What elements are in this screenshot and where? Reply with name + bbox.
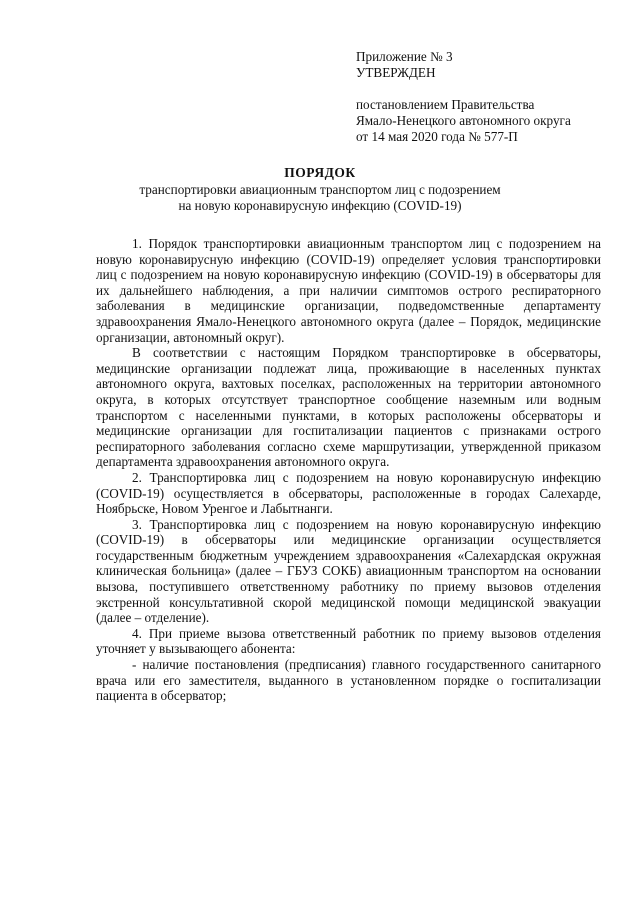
resolution-line-2: Ямало-Ненецкого автономного округа xyxy=(356,113,571,128)
approved-label: УТВЕРЖДЕН xyxy=(356,65,436,80)
paragraph-1: 1. Порядок транспортировки авиационным транспортом лиц с подозрением на новую коронавирусную инфекцию (COVID-19) определяет условия транспортировки лиц с подозрением на новую коронавирусную инфекцию (COVID-19) в обсерваторы для их дальнейшего наблюдения, а при наличии симптомов острого респираторного заболевания в медицинские организации, подведомственные департаменту здравоохранения Ямало-Ненецкого автономного округа (далее – Порядок, медицинские организации, автономный округ). xyxy=(96,236,601,345)
appendix-number: Приложение № 3 xyxy=(356,49,453,64)
paragraph-2: 2. Транспортировка лиц с подозрением на новую коронавирусную инфекцию (COVID-19) осуществляется в обсерваторы, расположенные в городах Салехарде, Ноябрьске, Новом Уренгое и Лабытнанги. xyxy=(96,469,601,517)
document-body xyxy=(96,236,601,704)
approval-block xyxy=(356,49,616,145)
paragraph-4-item: - наличие постановления (предписания) главного государственного санитарного врача или его заместителя, выданного в установленном порядке о госпитализации пациента в обсерватор; xyxy=(96,657,601,704)
resolution-line-1: постановлением Правительства xyxy=(356,97,535,112)
paragraph-1-continued: В соответствии с настоящим Порядком транспортировке в обсерваторы, медицинские организации подлежат лица, проживающие в населенных пунктах автономного округа, вахтовых поселках, расположенных на территории автономного округа, в которых отсутствует транспортное сообщение наземным или водным транспортом с населенными пунктами, в которых расположены обсерваторы и медицинские организации для госпитализации пациентов с признаками острого респираторного заболевания согласно схеме маршрутизации, утвержденной приказом департамента здравоохранения автономного округа. xyxy=(96,345,601,470)
subtitle-line-1: транспортировки авиационным транспортом лиц с подозрением xyxy=(139,182,501,197)
paragraph-3: 3. Транспортировка лиц с подозрением на новую коронавирусную инфекцию (COVID-19) в обсерваторы или медицинские организации осуществляется государственным бюджетным учреждением здравоохранения «Салехардская окружная клиническая больница» (далее – ГБУЗ СОКБ) авиационным транспортом на основании вызова, поступившего ответственному работнику по приему вызовов отделения экстренной консультативной скорой медицинской помощи медицинской эвакуации (далее – отделение). xyxy=(96,516,601,626)
paragraph-4: 4. При приеме вызова ответственный работник по приему вызовов отделения уточняет у вызывающего абонента: xyxy=(96,625,601,657)
document-subtitle xyxy=(0,182,640,214)
document-title: ПОРЯДОК xyxy=(284,165,356,180)
subtitle-line-2: на новую коронавирусную инфекцию (COVID-19) xyxy=(178,198,462,213)
resolution-line-3: от 14 мая 2020 года № 577-П xyxy=(356,129,518,144)
